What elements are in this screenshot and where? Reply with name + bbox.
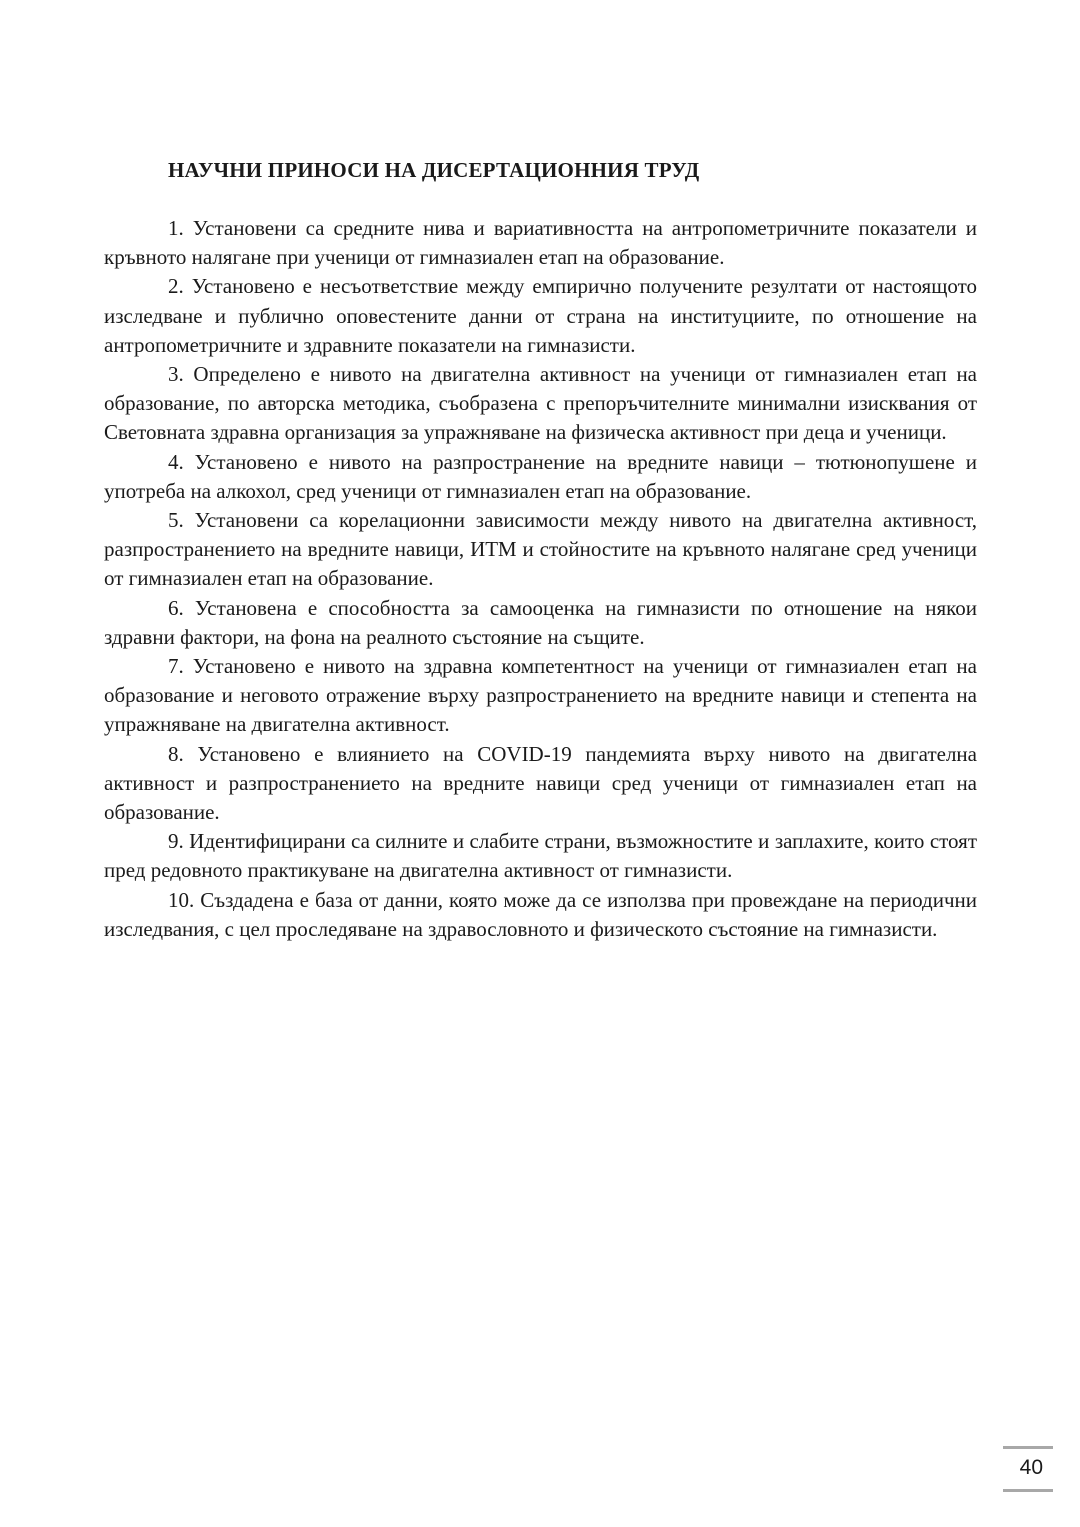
contribution-paragraph-7: 7. Установено е нивото на здравна компетентност на ученици от гимназиален етап на образование и неговото отражение върху разпространението на вредните навици и степента на упражняване на двигателна активност. [104,654,977,737]
contribution-paragraph-10: 10. Създадена е база от данни, която може да се използва при провеждане на периодични изследвания, с цел проследяване на здравословното и физическото състояние на гимназисти. [104,887,977,941]
contribution-paragraph-3: 3. Определено е нивото на двигателна активност на ученици от гимназиален етап на образование, по авторска методика, съобразена с препоръчителните минимални изисквания от Световната здравна организация за упражняване на физическа активност при деца и ученици. [104,362,977,445]
page-title: НАУЧНИ ПРИНОСИ НА ДИСЕРТАЦИОННИЯ ТРУД [168,158,700,182]
contribution-paragraph-6: 6. Установена е способността за самооценка на гимназисти по отношение на някои здравни фактори, на фона на реалното състояние на същите. [104,595,977,649]
contribution-paragraph-1: 1. Установени са средните нива и вариативността на антропометричните показатели и кръвното налягане при ученици от гимназиален етап на образование. [104,216,977,270]
page-number: 40 [1019,1456,1043,1479]
contribution-paragraph-5: 5. Установени са корелационни зависимости между нивото на двигателна активност, разпространението на вредните навици, ИТМ и стойностите на кръвното налягане сред ученици от гимназиален етап на образование. [104,508,977,591]
contributions-list [104,214,977,944]
contribution-paragraph-9: 9. Идентифицирани са силните и слабите страни, възможностите и заплахите, които стоят пред редовното практикуване на двигателна активност от гимназисти. [104,829,977,883]
page-number-box [1003,1446,1053,1492]
contribution-paragraph-8: 8. Установено е влиянието на COVID-19 пандемията върху нивото на двигателна активност и разпространението на вредните навици сред ученици от гимназиален етап на образование. [104,741,977,825]
contribution-paragraph-2: 2. Установено е несъответствие между емпирично получените резултати от настоящото изследване и публично оповестените данни от страна на институциите, по отношение на антропометричните и здравните показатели на гимназисти. [104,274,977,357]
contribution-paragraph-4: 4. Установено е нивото на разпространение на вредните навици – тютюнопушене и употреба на алкохол, сред ученици от гимназиален етап на образование. [104,449,977,503]
